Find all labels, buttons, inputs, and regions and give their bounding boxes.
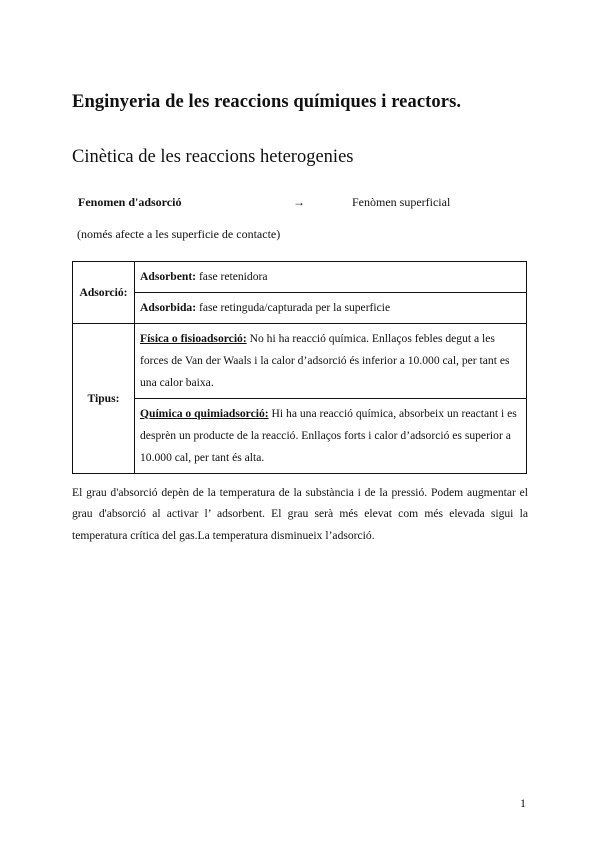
table-cell-adsorbida [135,293,527,324]
definition-note: (només afecte a les superficie de contacte) [77,227,281,241]
cell-term: Química o quimiadsorció: [140,407,269,420]
section-heading: Cinètica de les reaccions heterogenies [72,147,354,167]
cell-text: fase retenidora [196,270,268,283]
adsorption-table [72,261,527,474]
definition-value: Fenòmen superficial [352,195,451,209]
body-paragraph: El grau d'absorció depèn de la temperatura de la substància i de la pressió. Podem augmentar el grau d'absorció al activar l’ adsorbent. El grau serà més elevat com més elevada sigui la temperatura crítica del gas.La temperatura disminueix l’adsorció. [72,486,528,542]
table-row [73,262,527,293]
cell-text: Hi ha una reacció química, absorbeix un reactant i es desprèn un producte de la reacció. Enllaços forts i calor d’adsorció es superior a 10.000 cal, per tant és alta. [140,407,517,464]
cell-text: fase retinguda/capturada per la superficie [196,301,391,314]
table-header-tipus: Tipus: [73,324,135,474]
page-number: 1 [520,796,526,810]
cell-term: Adsorbent: [140,270,197,283]
table-row [73,324,527,399]
table-row [73,293,527,324]
table-header-adsorcio: Adsorció: [73,262,135,324]
cell-text: No hi ha reacció química. Enllaços febles degut a les forces de Van der Waals i la calor d’adsorció és inferior a 10.000 cal, per tant es una calor baixa. [140,332,510,389]
table-cell-quimica [135,399,527,474]
right-arrow-icon: → [293,195,305,209]
table-row [73,399,527,474]
table-cell-fisica [135,324,527,399]
document-title: Enginyeria de les reaccions químiques i reactors. [72,92,462,112]
cell-term: Adsorbida: [140,301,197,314]
cell-term: Física o fisioadsorció: [140,332,247,345]
table-cell-adsorbent [135,262,527,293]
definition-term: Fenomen d'adsorció [78,195,182,209]
